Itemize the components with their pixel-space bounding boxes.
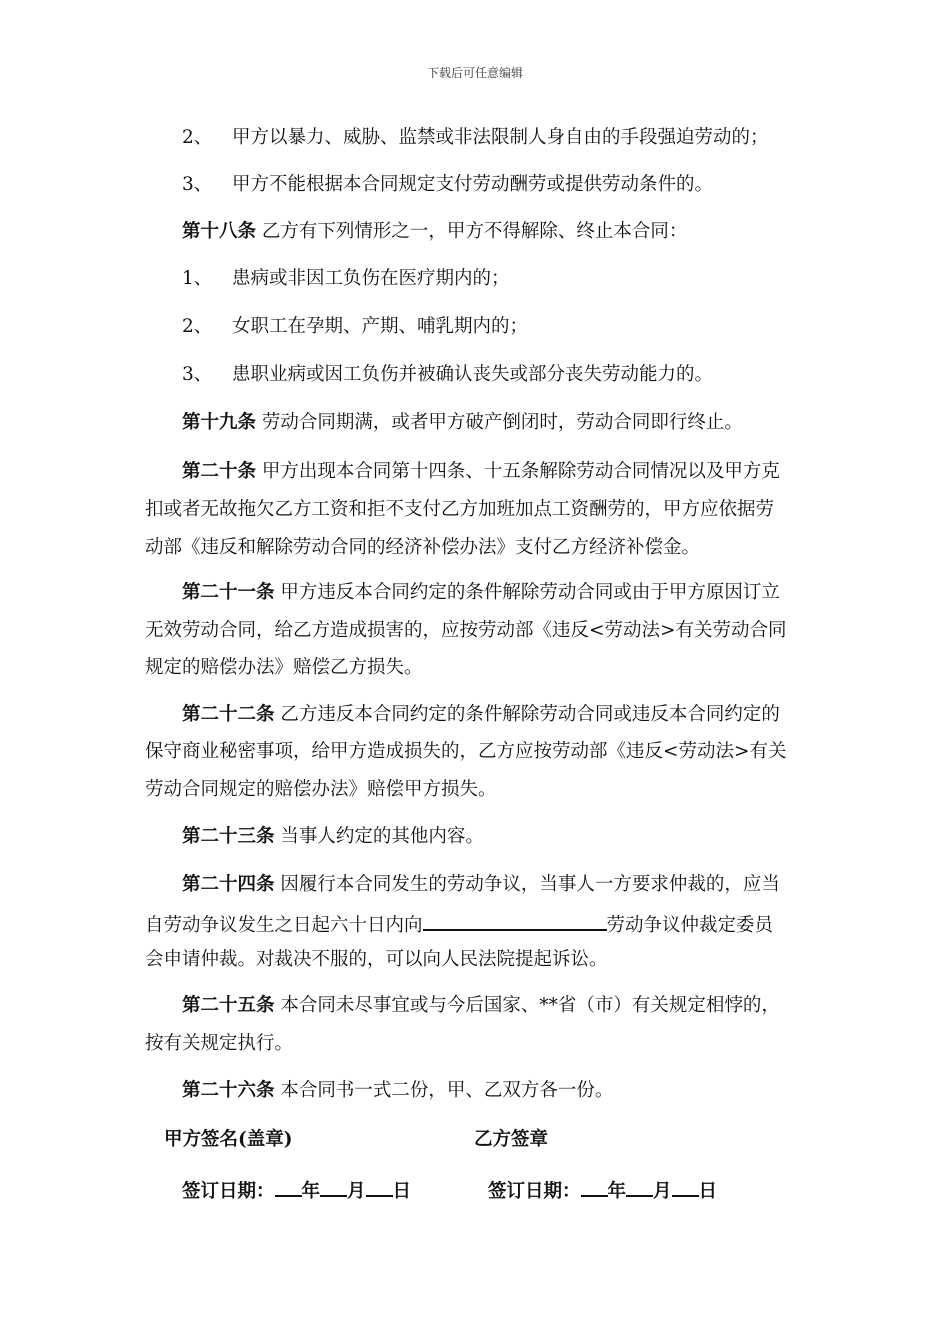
- article-text: 劳动争议仲裁定委员: [606, 915, 774, 936]
- day-label: 日: [392, 1181, 412, 1202]
- year-label: 年: [607, 1181, 627, 1202]
- article-text: 当事人约定的其他内容。: [274, 826, 484, 847]
- article-20-line-2: 扣或者无故拖欠乙方工资和拒不支付乙方加班加点工资酬劳的，甲方应依据劳: [145, 499, 775, 520]
- article-text: 本合同未尽事宜或与今后国家、**省（市）有关规定相悖的，: [274, 995, 780, 1016]
- article-23: [182, 826, 484, 848]
- article-text: 乙方有下列情形之一，甲方不得解除、终止本合同：: [256, 221, 688, 242]
- article-22-line-2: 保守商业秘密事项，给甲方造成损失的，乙方应按劳动部《违反<劳动法>有关: [145, 741, 787, 762]
- item-text: 甲方以暴力、威胁、监禁或非法限制人身自由的手段强迫劳动的；: [232, 127, 769, 148]
- month-blank[interactable]: [320, 1177, 347, 1197]
- article-20: [182, 461, 780, 483]
- article-text: 乙方违反本合同约定的条件解除劳动合同或违反本合同约定的: [274, 704, 780, 725]
- article-24-line-2: [145, 911, 773, 937]
- item-text: 患病或非因工负伤在医疗期内的；: [232, 268, 510, 289]
- item-number: 3、: [182, 364, 213, 385]
- item-number: 1、: [182, 268, 213, 289]
- party-b-sign-date: [488, 1177, 717, 1203]
- article-21-line-2: 无效劳动合同，给乙方造成损害的，应按劳动部《违反<劳动法>有关劳动合同: [145, 620, 787, 641]
- article-18: [182, 221, 687, 243]
- list-item: [182, 174, 713, 196]
- article-label: 第二十五条: [182, 995, 275, 1016]
- month-label: 月: [653, 1181, 672, 1202]
- list-item: [182, 268, 510, 290]
- item-number: 2、: [182, 316, 213, 337]
- item-number: 2、: [182, 127, 213, 148]
- article-label: 第二十条: [182, 461, 257, 482]
- article-22: [182, 704, 780, 726]
- article-25: [182, 995, 780, 1017]
- article-label: 第十九条: [182, 412, 257, 433]
- article-24-line-3: 会申请仲裁。对裁决不服的，可以向人民法院提起诉讼。: [145, 949, 608, 970]
- month-label: 月: [347, 1181, 366, 1202]
- article-26: [182, 1080, 613, 1102]
- article-text: 劳动合同期满，或者甲方破产倒闭时，劳动合同即行终止。: [256, 412, 743, 433]
- article-label: 第二十一条: [182, 582, 275, 603]
- article-text: 本合同书一式二份，甲、乙双方各一份。: [274, 1080, 614, 1101]
- article-24: [182, 874, 780, 896]
- year-label: 年: [301, 1181, 321, 1202]
- day-blank[interactable]: [366, 1177, 393, 1197]
- list-item: [182, 127, 769, 149]
- article-text: 甲方出现本合同第十四条、十五条解除劳动合同情况以及甲方克: [256, 461, 780, 482]
- article-label: 第二十四条: [182, 874, 275, 895]
- party-a-sign-date: [182, 1177, 411, 1203]
- date-label: 签订日期：: [488, 1181, 581, 1202]
- day-blank[interactable]: [672, 1177, 699, 1197]
- year-blank[interactable]: [275, 1177, 302, 1197]
- list-item: [182, 364, 713, 386]
- item-number: 3、: [182, 174, 213, 195]
- date-label: 签订日期：: [182, 1181, 275, 1202]
- article-label: 第二十三条: [182, 826, 275, 847]
- list-item: [182, 316, 528, 338]
- day-label: 日: [698, 1181, 718, 1202]
- article-25-line-2: 按有关规定执行。: [145, 1033, 294, 1054]
- page-header: 下载后可任意编辑: [426, 66, 523, 80]
- article-label: 第十八条: [182, 221, 257, 242]
- item-text: 患职业病或因工负伤并被确认丧失或部分丧失劳动能力的。: [232, 364, 714, 385]
- article-21: [182, 582, 780, 604]
- article-text: 自劳动争议发生之日起六十日内向: [145, 915, 423, 936]
- article-19: [182, 412, 743, 434]
- article-21-line-3: 规定的赔偿办法》赔偿乙方损失。: [145, 657, 423, 678]
- item-text: 女职工在孕期、产期、哺乳期内的；: [232, 316, 529, 337]
- party-a-signature-label: 甲方签名(盖章): [164, 1129, 293, 1150]
- item-text: 甲方不能根据本合同规定支付劳动酬劳或提供劳动条件的。: [232, 174, 714, 195]
- month-blank[interactable]: [626, 1177, 653, 1197]
- arbitration-committee-blank[interactable]: [423, 911, 607, 931]
- party-b-signature-label: 乙方签章: [474, 1129, 549, 1150]
- article-label: 第二十二条: [182, 704, 275, 725]
- article-20-line-3: 动部《违反和解除劳动合同的经济补偿办法》支付乙方经济补偿金。: [145, 537, 701, 558]
- article-text: 因履行本合同发生的劳动争议，当事人一方要求仲裁的，应当: [274, 874, 780, 895]
- article-text: 甲方违反本合同约定的条件解除劳动合同或由于甲方原因订立: [274, 582, 780, 603]
- article-22-line-3: 劳动合同规定的赔偿办法》赔偿甲方损失。: [145, 779, 497, 800]
- article-label: 第二十六条: [182, 1080, 275, 1101]
- year-blank[interactable]: [581, 1177, 608, 1197]
